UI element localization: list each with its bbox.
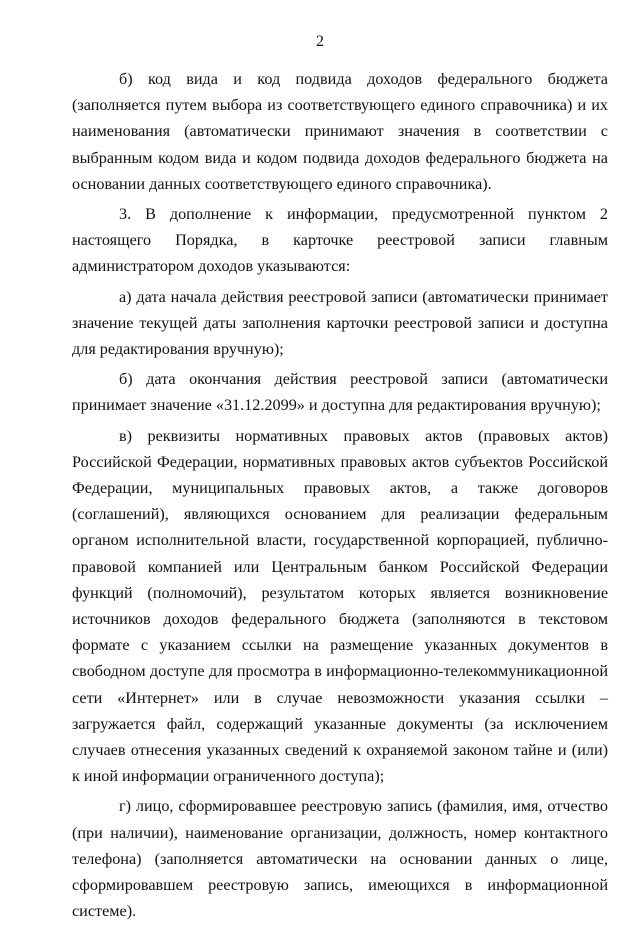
paragraph-a-start-date: а) дата начала действия реестровой записи (автоматически принимает значение текущей даты заполнения карточки реестровой записи и доступна для редактирования вручную);	[72, 287, 608, 359]
page-number: 2	[316, 33, 324, 50]
paragraph-b-budget-code: б) код вида и код подвида доходов федерального бюджета (заполняется путем выбора из соответствующего единого справочника) и их наименования (автоматически принимают значения в соответствии с выбранным кодом вида и кодом подвида доходов федерального бюджета на основании данных соответствующего единого справочника).	[72, 70, 608, 193]
paragraph-v-legal-acts: в) реквизиты нормативных правовых актов (правовых актов) Российской Федерации, нормативных правовых актов субъектов Российской Федерации, муниципальных правовых актов, а также договоров (соглашений), являющихся основанием для реализации федеральным органом исполнительной власти, государственной корпорацией, публично-правовой компанией или Центральным банком Российской Федерации функций (полномочий), результатом которых является возникновение источников доходов федерального бюджета (заполняются в текстовом формате с указанием ссылки на размещение указанных документов в свободном доступе для просмотра в информационно-телекоммуникационной сети «Интернет» или в случае невозможности указания ссылки – загружается файл, содержащий указанные документы (за исключением случаев отнесения указанных сведений к охраняемой законом тайне и (или) к иной информации ограниченного доступа);	[72, 426, 608, 786]
paragraph-b-end-date: б) дата окончания действия реестровой записи (автоматически принимает значение «31.12.2099» и доступна для редактирования вручную);	[72, 370, 608, 415]
paragraph-3-additional-info: 3. В дополнение к информации, предусмотренной пунктом 2 настоящего Порядка, в карточке реестровой записи главным администратором доходов указываются:	[72, 205, 608, 276]
paragraph-g-responsible-person: г) лицо, сформировавшее реестровую запись (фамилия, имя, отчество (при наличии), наименование организации, должность, номер контактного телефона) (заполняется автоматически на основании данных о лице, сформировавшем реестровую запись, имеющихся в информационной системе).	[72, 797, 608, 921]
document-body	[72, 66, 608, 929]
